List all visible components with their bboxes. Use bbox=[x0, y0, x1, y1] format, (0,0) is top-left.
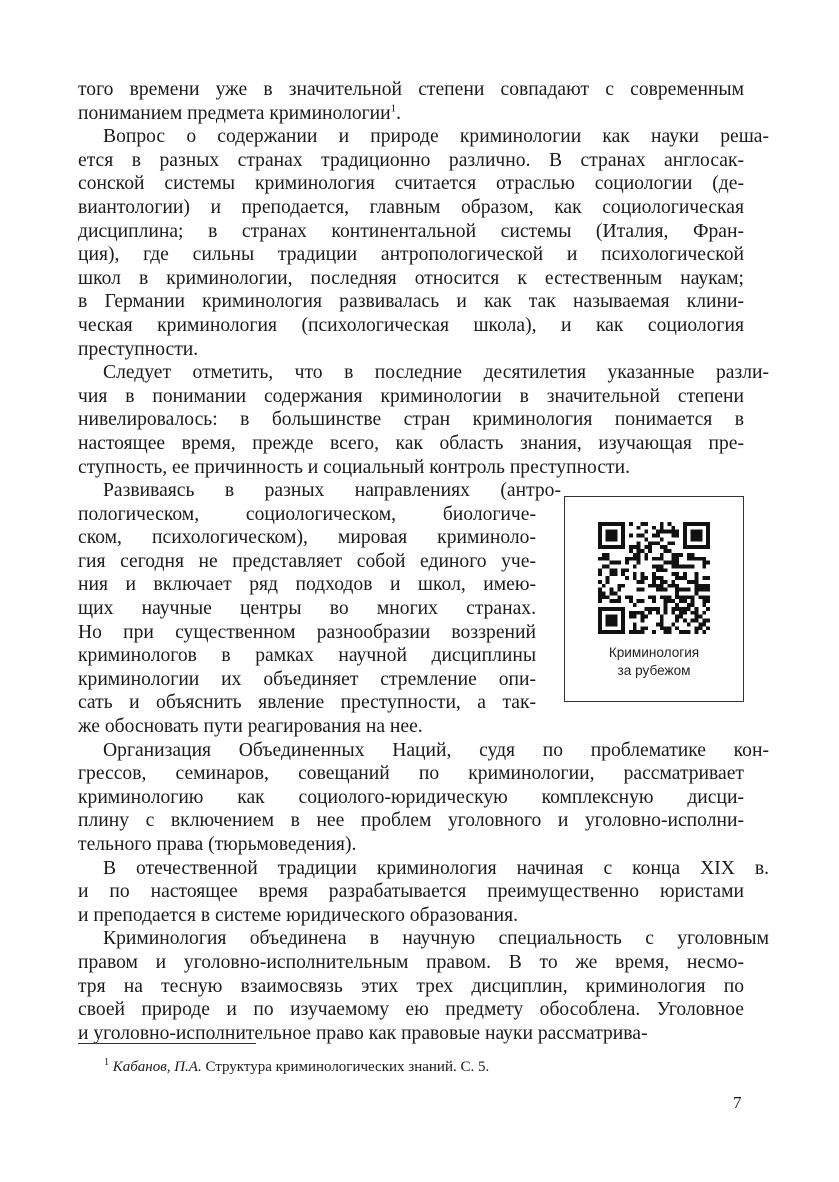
text-run: . bbox=[396, 102, 402, 124]
text-line: и по настоящее время разрабатывается преимущественно юристами bbox=[78, 881, 744, 903]
paragraph-7 bbox=[78, 927, 769, 1045]
text-line: Но при существенном разнообразии воззрений bbox=[78, 621, 536, 643]
page-number: 7 bbox=[733, 1093, 742, 1112]
text-line bbox=[78, 102, 744, 126]
text-line: ется в разных странах традиционно различно. В странах англосак- bbox=[78, 149, 744, 171]
text-line: и преподается в системе юридического образования. bbox=[78, 904, 519, 926]
paragraph-1 bbox=[78, 78, 744, 125]
text-line: В отечественной традиции криминология начиная с конца XIX в. bbox=[103, 857, 769, 879]
text-line: тря на тесную взаимосвязь этих трех дисциплин, криминология по bbox=[78, 975, 744, 997]
text-line: виантологии) и преподается, главным образом, как социологическая bbox=[78, 196, 744, 218]
text-line: плину с включением в нее проблем уголовного и уголовно-исполни- bbox=[78, 810, 744, 832]
paragraph-2 bbox=[78, 125, 769, 361]
qr-caption bbox=[565, 644, 743, 680]
text-run: пониманием предмета криминологии bbox=[78, 102, 391, 124]
text-line: своей природе и по изучаемому ею предмету обособлена. Уголовное bbox=[78, 999, 744, 1021]
text-line: ния и включает ряд подходов и школ, имею- bbox=[78, 574, 536, 596]
text-line: того времени уже в значительной степени совпадают с современным bbox=[78, 79, 744, 100]
page-body bbox=[78, 78, 769, 1045]
text-line: щих научные центры во многих странах. bbox=[78, 598, 536, 620]
text-line: Следует отметить, что в последние десятилетия указанные разли- bbox=[103, 362, 769, 384]
footnote bbox=[104, 1053, 489, 1077]
text-line: Развиваясь в разных направлениях (антро- bbox=[103, 480, 561, 502]
text-line: пологическом, социологическом, биологиче- bbox=[78, 503, 536, 525]
footnote-divider bbox=[78, 1043, 256, 1044]
text-line: школ в криминологии, последняя относится к естественным наукам; bbox=[78, 267, 744, 289]
text-line: ступность, ее причинность и социальный контроль преступности. bbox=[78, 456, 630, 478]
text-line: грессов, семинаров, совещаний по криминологии, рассматривает bbox=[78, 763, 744, 785]
qr-code-icon[interactable] bbox=[598, 522, 710, 634]
qr-code-box[interactable] bbox=[564, 496, 744, 702]
qr-caption-line: за рубежом bbox=[617, 663, 691, 678]
footnote-text: Структура криминологических знаний. С. 5. bbox=[201, 1059, 490, 1075]
paragraph-3 bbox=[78, 361, 769, 479]
text-line: нивелировалось: в большинстве стран криминология понимается в bbox=[78, 409, 744, 431]
text-line: сать и объяснить явление преступности, а так- bbox=[78, 692, 536, 714]
qr-caption-line: Криминология bbox=[608, 645, 700, 660]
footnote-ref[interactable]: 1 bbox=[390, 102, 397, 115]
footnote-author: Кабанов, П.А. bbox=[112, 1059, 202, 1075]
paragraph-5 bbox=[78, 739, 769, 857]
text-line: ция), где сильны традиции антропологической и психологической bbox=[78, 244, 744, 266]
text-line: тельного права (тюрьмоведения). bbox=[78, 834, 357, 855]
text-line: Вопрос о содержании и природе криминологии как науки реша- bbox=[103, 126, 769, 148]
text-line: и уголовно-исполнительное право как правовые науки рассматрива- bbox=[78, 1022, 648, 1044]
text-line: дисциплина; в странах континентальной системы (Италия, Фран- bbox=[78, 220, 744, 242]
text-line: чия в понимании содержания криминологии в значительной степени bbox=[78, 385, 744, 407]
text-line: криминологии их объединяет стремление опи- bbox=[78, 668, 536, 690]
footnote-mark: 1 bbox=[104, 1057, 109, 1068]
text-line: криминологию как социолого-юридическую комплексную дисци- bbox=[78, 786, 744, 808]
text-line: ском, психологическом), мировая криминоло- bbox=[78, 527, 536, 549]
paragraph-6 bbox=[78, 857, 769, 928]
text-line: правом и уголовно-исполнительным правом. В то же время, несмо- bbox=[78, 951, 744, 973]
text-line: сонской системы криминология считается отраслью социологии (де- bbox=[78, 173, 744, 195]
text-line: криминологов в рамках научной дисциплины bbox=[78, 645, 536, 667]
text-line: настоящее время, прежде всего, как область знания, изучающая пре- bbox=[78, 432, 744, 454]
text-line: преступности. bbox=[78, 338, 199, 360]
text-line: в Германии криминология развивалась и как так называемая клини- bbox=[78, 291, 744, 313]
paragraph-4 bbox=[78, 479, 561, 739]
text-line: Организация Объединенных Наций, судя по проблематике кон- bbox=[103, 739, 769, 761]
text-line: гия сегодня не представляет собой единого уче- bbox=[78, 550, 536, 572]
text-line: ческая криминология (психологическая школа), и как социология bbox=[78, 314, 744, 336]
text-line: же обосновать пути реагирования на нее. bbox=[78, 716, 423, 738]
text-line: Криминология объединена в научную специальность с уголовным bbox=[103, 928, 769, 950]
